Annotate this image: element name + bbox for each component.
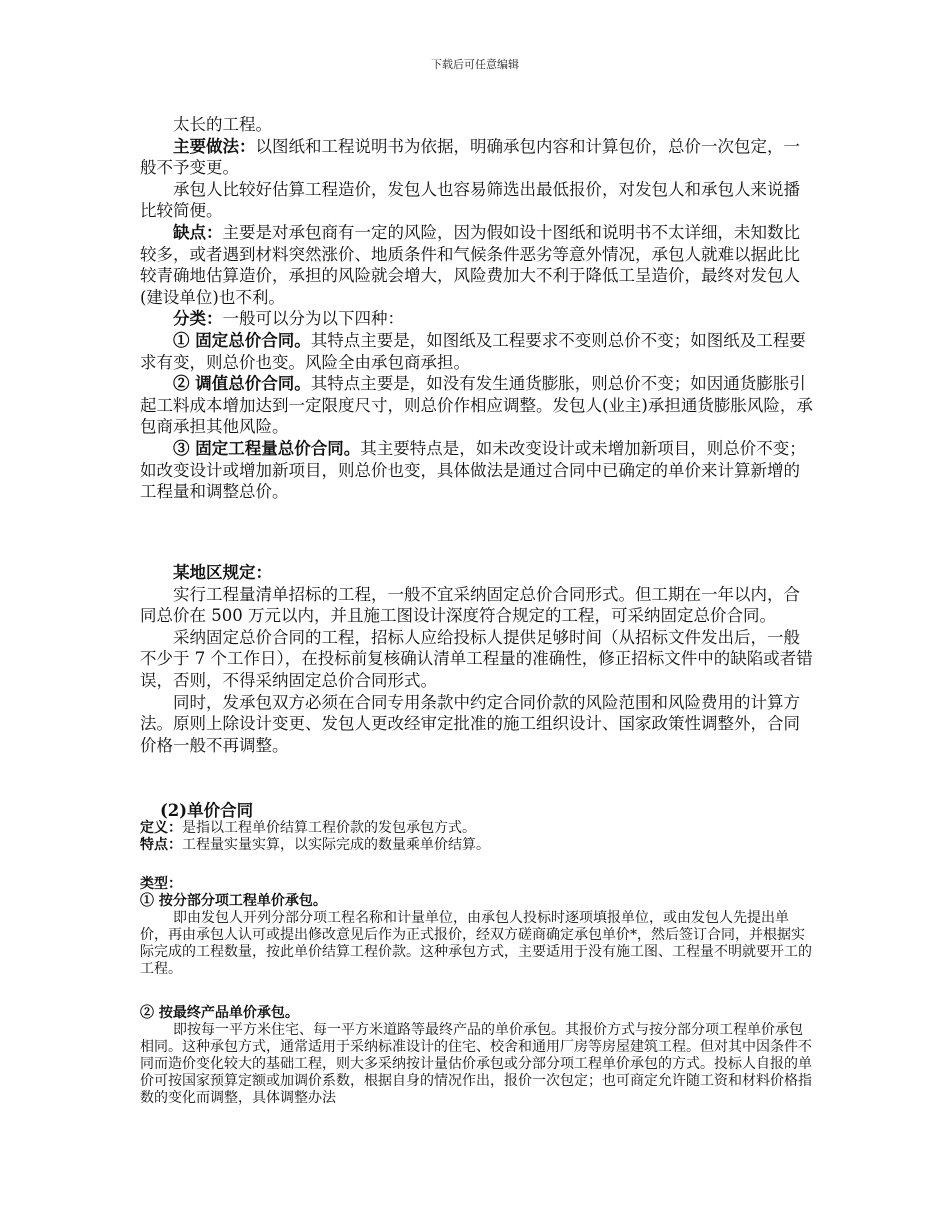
paragraph xyxy=(140,308,816,330)
label: 类型： xyxy=(140,876,182,892)
text: 主要是对承包商有一定的风险，因为假如设十图纸和说明书不太详细，未知数比较多，或者遇到材料突然涨价、地质条件和气候条件恶劣等意外情况，承包人就难以据此比较青确地估算造价，承担的风险就会增大，风险费加大不利于降低工呈造价，最终对发包人(建设单位)也不利。 xyxy=(140,222,800,307)
label: 特点： xyxy=(140,837,182,853)
paragraph: 即按每一平方米住宅、每一平方米道路等最终产品的单价承包。其报价方式与按分部分项工程单价承包相同。这种承包方式，通常适用于采纳标准设计的住宅、校舍和通用厂房等房屋建筑工程。但对其中因条件不同而造价变化较大的基础工程，则大多采纳按计量估价承包或分部分项工程单价承包的方式。投标人自报的单价可按国家预算定额或加调价系数，根据自身的情况作出，报价一次包定；也可商定允许随工资和材料价格指数的变化而调整，具体调整办法 xyxy=(140,1022,812,1106)
text: 其特点主要是，如没有发生通货膨胀，则总价不变；如因通货膨胀引起工料成本增加达到一定限度尺寸，则总价作相应调整。发包人(业主)承担通货膨胀风险，承包商承担其他风险。 xyxy=(140,374,813,437)
text: 其主要特点是，如未改变设计或未增加新项目，则总价不变；如改变设计或增加新项目，则总价也变，具体做法是通过合同中已确定的单价来计算新增的工程量和调整总价。 xyxy=(140,438,806,502)
definition xyxy=(140,820,816,837)
text: 一般可以分为以下四种： xyxy=(222,309,404,329)
text: 其特点主要是，如图纸及工程要求不变则总价不变；如图纸及工程要求有变，则总价也变。风险全由承包商承担。 xyxy=(140,330,806,372)
paragraph: 即由发包人开列分部分项工程名称和计量单位，由承包人投标时逐项填报单位，或由发包人先提出单价，再由承包人认可或提出修改意见后作为正式报价，经双方磋商确定承包单价*，然后签订合同，并根据实际完成的工程数量，按此单价结算工程价款。这种承包方式，主要适用于没有施工图、工程量不明就要开工的工程。 xyxy=(140,910,812,977)
label: 分类： xyxy=(173,309,223,329)
label: ② 调值总价合同。 xyxy=(173,374,311,394)
page-header: 下载后可任意编辑 xyxy=(431,58,519,71)
paragraph xyxy=(140,222,816,308)
section-unit-price xyxy=(140,797,816,821)
unit-price-definitions xyxy=(140,820,816,854)
paragraph: 同时，发承包双方必须在合同专用条款中约定合同价款的风险范围和风险费用的计算方法。原则上除设计变更、发包人更改经审定批准的施工组织设计、国家政策性调整外，合同价格一般不再调整。 xyxy=(140,692,800,755)
section-heading xyxy=(140,562,816,584)
paragraph: 承包人比较好估算工程造价，发包人也容易筛选出最低报价，对发包人和承包人来说播比较简便。 xyxy=(140,179,800,221)
text: 是指以工程单价结算工程价款的发包承包方式。 xyxy=(182,820,476,836)
label: ③ 固定工程量总价合同。 xyxy=(173,438,361,458)
label: ② 按最终产品单价承包。 xyxy=(140,1005,299,1021)
paragraph: 太长的工程。 xyxy=(173,115,272,134)
label: ① 按分部分项工程单价承包。 xyxy=(140,893,327,909)
label: 缺点： xyxy=(173,222,223,242)
paragraph xyxy=(140,373,816,438)
unit-price-types xyxy=(140,876,816,978)
label: ① 固定总价合同。 xyxy=(173,330,311,350)
text: 以图纸和工程说明书为依据，明确承包内容和计算包价，总价一次包定，一般不予变更。 xyxy=(140,136,800,178)
type-heading xyxy=(140,1005,816,1022)
section-lump-sum xyxy=(140,114,816,503)
section-regional-rules xyxy=(140,562,816,756)
paragraph xyxy=(140,438,816,503)
types-label xyxy=(140,876,816,893)
section-heading: (2)单价合同 xyxy=(160,801,254,820)
unit-price-type-2 xyxy=(140,1005,816,1107)
type-heading xyxy=(140,893,816,910)
paragraph: 采纳固定总价合同的工程，招标人应给投标人提供足够时间（从招标文件发出后，一般不少于 7 个工作日），在投标前复核确认清单工程量的准确性，修正招标文件中的缺陷或者错误，否则，不得采纳固定总价合同形式。 xyxy=(140,627,813,690)
feature xyxy=(140,837,816,854)
paragraph xyxy=(140,330,816,373)
label: 主要做法： xyxy=(173,136,256,156)
label: 定义： xyxy=(140,820,182,836)
paragraph: 实行工程量清单招标的工程，一般不宜采纳固定总价合同形式。但工期在一年以内，合同总价在 500 万元以内，并且施工图设计深度符合规定的工程，可采纳固定总价合同。 xyxy=(140,584,800,626)
paragraph xyxy=(140,136,816,179)
text: 工程量实量实算，以实际完成的数量乘单价结算。 xyxy=(182,837,490,853)
heading-text: 某地区规定： xyxy=(173,563,272,582)
